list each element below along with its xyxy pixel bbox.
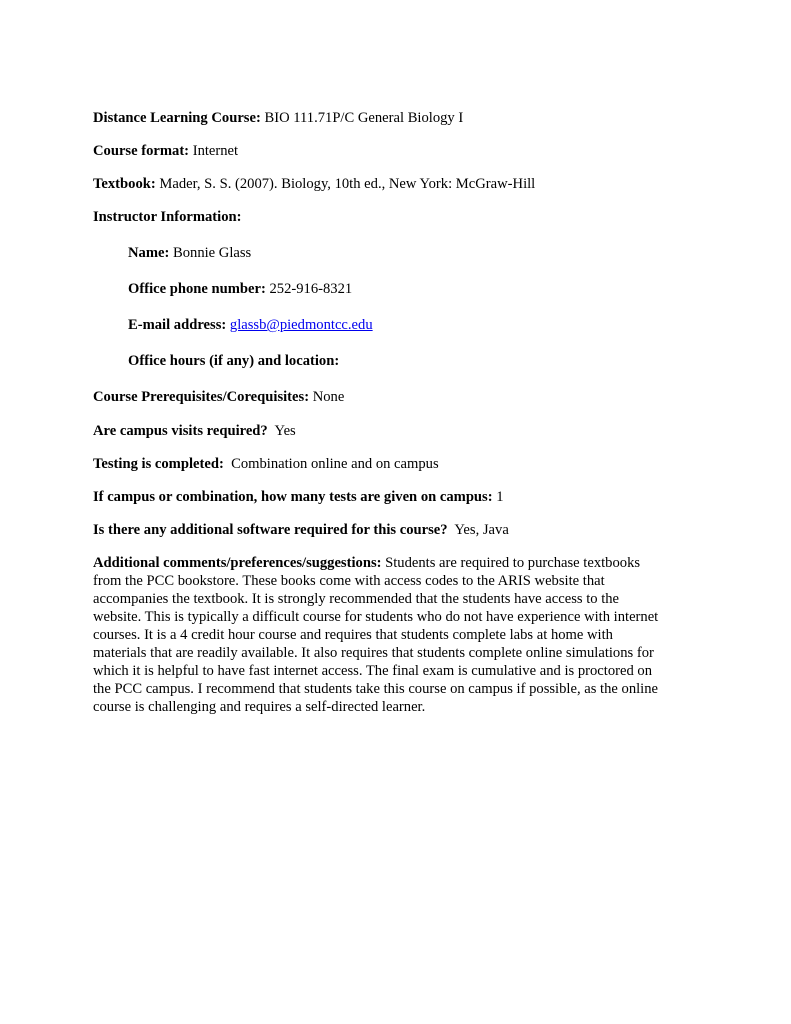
prereq-value: None xyxy=(312,389,345,405)
tests-on-campus-value: 1 xyxy=(496,489,504,505)
format-line xyxy=(93,142,238,160)
course-line xyxy=(93,109,463,127)
email-label: E-mail address: xyxy=(128,317,227,333)
textbook-label: Textbook: xyxy=(93,176,156,192)
instructor-heading-line xyxy=(93,208,242,226)
textbook-line xyxy=(93,175,535,193)
comments-text: website. This is typically a difficult course for students who do not have experience with internet xyxy=(93,609,659,625)
testing-label: Testing is completed: xyxy=(93,456,224,472)
prereq-label: Course Prerequisites/Corequisites: xyxy=(93,389,310,405)
format-value: Internet xyxy=(192,143,239,159)
comments-text: from the PCC bookstore. These books come with access codes to the ARIS website that xyxy=(93,573,605,589)
textbook-value: Mader, S. S. (2007). Biology, 10th ed., New York: McGraw-Hill xyxy=(159,176,536,192)
phone-value: 252-916-8321 xyxy=(269,281,353,297)
software-line xyxy=(93,521,509,539)
comments-label: Additional comments/preferences/suggestions: xyxy=(93,555,382,571)
office-hours-line xyxy=(128,352,339,370)
tests-on-campus-label: If campus or combination, how many tests are given on campus: xyxy=(93,489,493,505)
office-hours-label: Office hours (if any) and location: xyxy=(128,353,340,369)
comments-text: materials that are readily available. It also requires that students complete online simulations for xyxy=(93,645,654,661)
course-value: BIO 111.71P/C General Biology I xyxy=(264,110,464,126)
campus-visits-label: Are campus visits required? xyxy=(93,423,268,439)
format-label: Course format: xyxy=(93,143,190,159)
phone-line xyxy=(128,280,352,298)
prereq-line xyxy=(93,388,344,406)
software-label: Is there any additional software required for this course? xyxy=(93,522,448,538)
comments-line-1 xyxy=(93,554,701,572)
phone-label: Office phone number: xyxy=(128,281,266,297)
tests-on-campus-line xyxy=(93,488,504,506)
testing-value: Combination online and on campus xyxy=(231,456,439,472)
comments-paragraph xyxy=(93,554,701,716)
comments-text: which it is helpful to have fast internet access. The final exam is cumulative and is proctored on xyxy=(93,663,652,679)
comments-text: accompanies the textbook. It is strongly recommended that the students have access to the xyxy=(93,591,620,607)
campus-visits-value: Yes xyxy=(274,423,296,439)
name-value: Bonnie Glass xyxy=(173,245,252,261)
name-label: Name: xyxy=(128,245,170,261)
comments-text: course is challenging and requires a self-directed learner. xyxy=(93,699,426,715)
testing-line xyxy=(93,455,439,473)
course-label: Distance Learning Course: xyxy=(93,110,261,126)
comments-text: the PCC campus. I recommend that students take this course on campus if possible, as the online xyxy=(93,681,658,697)
instructor-heading: Instructor Information: xyxy=(93,209,242,225)
campus-visits-line xyxy=(93,422,296,440)
name-line xyxy=(128,244,251,262)
software-value: Yes, Java xyxy=(454,522,509,538)
comments-text: courses. It is a 4 credit hour course and requires that students complete labs at home with xyxy=(93,627,613,643)
email-link[interactable]: glassb@piedmontcc.edu xyxy=(229,317,373,333)
email-line xyxy=(128,316,373,334)
comments-text: Students are required to purchase textbooks xyxy=(385,555,641,571)
